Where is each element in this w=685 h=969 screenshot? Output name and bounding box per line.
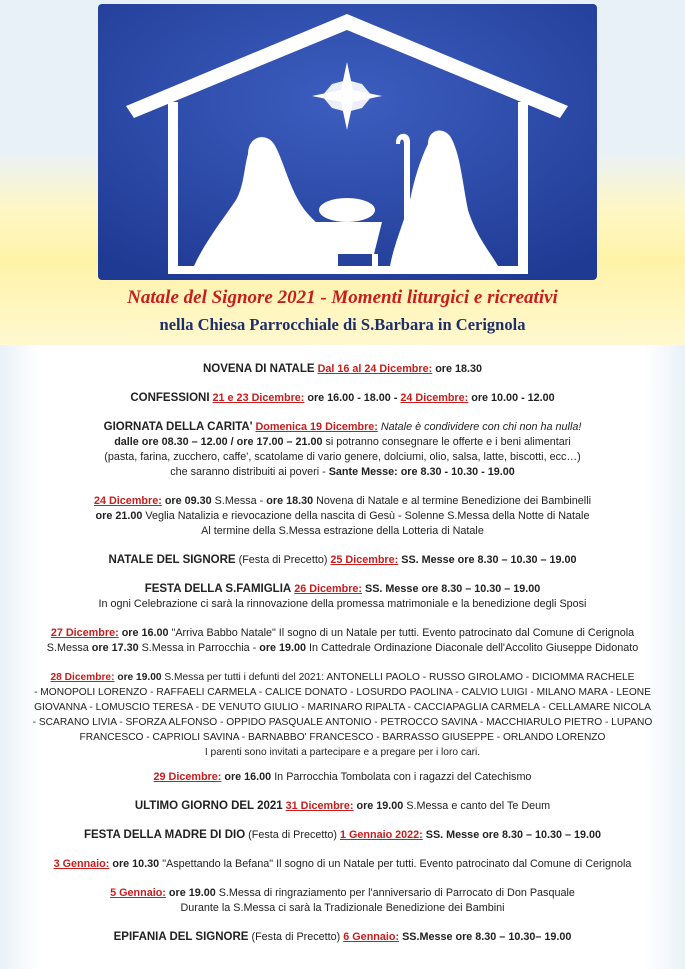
famiglia-date: 26 Dicembre: (294, 583, 363, 595)
famiglia-masses: SS. Messe ore 8.30 – 10.30 – 19.00 (365, 583, 541, 595)
famiglia-note: In ogni Celebrazione ci sarà la rinnovazione della promessa matrimoniale e la benedizione degli Sposi (98, 598, 587, 610)
carita-offerings-text: si potranno consegnare le offerte e i beni alimentari (325, 436, 571, 448)
section-babbo-natale (30, 626, 655, 656)
famiglia-label: FESTA DELLA S.FAMIGLIA (144, 583, 292, 595)
carita-distribution-text: che saranno distribuiti ai poveri - (170, 466, 326, 478)
confessioni-label: CONFESSIONI (130, 392, 210, 404)
defunti-names-3: GIOVANNA - LOMUSCIO TERESA - DE VENUTO GIULIO - MARINARO RIPALTA - CACCIAPAGLIA CARMELA - CELLAMARE NICOLA (34, 702, 651, 713)
confessioni-times-2: ore 10.00 - 12.00 (471, 392, 555, 404)
ringraziamento-time: ore 19.00 (168, 887, 216, 899)
title-block (0, 286, 685, 336)
babbo-date: 27 Dicembre: (50, 627, 119, 639)
ringraziamento-note: Durante la S.Messa ci sarà la Tradizionale Benedizione dei Bambini (180, 902, 505, 914)
babbo-l2-time-2: ore 19.00 (259, 642, 307, 654)
section-ultimo-giorno (30, 799, 655, 814)
epifania-label: EPIFANIA DEL SIGNORE (113, 931, 249, 943)
novena-time: ore 18.30 (435, 363, 483, 375)
tombolata-time: ore 16.00 (224, 771, 272, 783)
defunti-names-1: S.Messa per tutti i defunti del 2021: ANTONELLI PAOLO - RUSSO GIROLAMO - DICIOMMA RACHELE (164, 672, 635, 683)
page-subtitle: nella Chiesa Parrocchiale di S.Barbara in Cerignola (159, 315, 526, 334)
section-vigilia (30, 494, 655, 539)
madre-label: FESTA DELLA MADRE DI DIO (83, 829, 246, 841)
section-confessioni (30, 391, 655, 406)
vigilia-dash: - (259, 495, 264, 507)
befana-text: "Aspettando la Befana" Il sogno di un Natale per tutti. Evento patrocinato dal Comune di Cerignola (162, 858, 632, 870)
madre-note: (Festa di Precetto) (248, 829, 337, 841)
defunti-time: ore 19.00 (117, 672, 162, 683)
section-epifania (30, 930, 655, 945)
page-title: Natale del Signore 2021 - Momenti liturgici e ricreativi (127, 287, 558, 308)
tombolata-date: 29 Dicembre: (153, 771, 222, 783)
vigilia-lotteria-text: Al termine della S.Messa estrazione della Lotteria di Natale (201, 525, 484, 537)
ultimo-text: S.Messa e canto del Te Deum (406, 800, 551, 812)
section-madre-di-dio (30, 828, 655, 843)
confessioni-dates-1: 21 e 23 Dicembre: (212, 392, 305, 404)
section-famiglia (30, 582, 655, 612)
vigilia-time-1: ore 09.30 (164, 495, 212, 507)
section-tombolata (30, 770, 655, 785)
madre-masses: SS. Messe ore 8.30 – 10.30 – 19.00 (425, 829, 602, 841)
confessioni-times-1: ore 16.00 - 18.00 (307, 392, 391, 404)
carita-motto: Natale è condividere con chi non ha nulla! (380, 421, 582, 433)
babbo-l2-time-1: ore 17.30 (91, 642, 139, 654)
madre-date: 1 Gennaio 2022: (339, 829, 423, 841)
babbo-text: "Arriva Babbo Natale" Il sogno di un Natale per tutti. Evento patrocinato dal Comune di Cerignola (171, 627, 635, 639)
vigilia-date: 24 Dicembre: (94, 495, 162, 507)
carita-goods-list: (pasta, farina, zucchero, caffe', scatolame di vario genere, dolciumi, olio, salsa, latte, biscotti, ecc…) (104, 451, 581, 463)
babbo-l2-a: S.Messa (46, 642, 89, 654)
carita-label: GIORNATA DELLA CARITA' (103, 421, 253, 433)
befana-time: ore 10.30 (112, 858, 160, 870)
carita-date: Domenica 19 Dicembre: (255, 421, 378, 433)
section-defunti (30, 670, 655, 760)
confessioni-dates-2: 24 Dicembre: (400, 392, 469, 404)
babbo-l2-c: S.Messa in Parrocchia - (141, 642, 257, 654)
epifania-date: 6 Gennaio: (343, 931, 400, 943)
epifania-masses: SS.Messe ore 8.30 – 10.30– 19.00 (402, 931, 572, 943)
defunti-names-5: FRANCESCO - CAPRIOLI SAVINA - BARNABBO' FRANCESCO - BARRASSO GIUSEPPE - ORLANDO LORENZO (79, 732, 606, 743)
section-novena (30, 362, 655, 377)
section-carita (30, 420, 655, 480)
epifania-note: (Festa di Precetto) (251, 931, 341, 943)
nativity-illustration (98, 4, 597, 280)
natale-date: 25 Dicembre: (330, 554, 399, 566)
vigilia-time-2: ore 18.30 (266, 495, 314, 507)
ultimo-date: 31 Dicembre: (285, 800, 354, 812)
carita-masses: Sante Messe: ore 8.30 - 10.30 - 19.00 (328, 466, 515, 478)
section-natale (30, 553, 655, 568)
befana-date: 3 Gennaio: (53, 858, 110, 870)
defunti-date: 28 Dicembre: (50, 672, 115, 683)
ringraziamento-text: S.Messa di ringraziamento per l'anniversario di Parrocato di Don Pasquale (218, 887, 575, 899)
ultimo-label: ULTIMO GIORNO DEL 2021 (134, 800, 283, 812)
babbo-time: ore 16.00 (121, 627, 169, 639)
section-befana (30, 857, 655, 872)
vigilia-mass: S.Messa (214, 495, 257, 507)
novena-label: NOVENA DI NATALE (202, 363, 315, 375)
confessioni-separator: - (393, 392, 398, 404)
vigilia-novena-text: Novena di Natale e al termine Benedizione dei Bambinelli (316, 495, 591, 507)
ringraziamento-date: 5 Gennaio: (110, 887, 166, 899)
babbo-l2-e: In Cattedrale Ordinazione Diaconale dell'Accolito Giuseppe Didonato (309, 642, 639, 654)
natale-masses: SS. Messe ore 8.30 – 10.30 – 19.00 (401, 554, 577, 566)
defunti-names-2: - MONOPOLI LORENZO - RAFFAELI CARMELA - CALICE DONATO - LOSURDO PAOLINA - CALVIO LUIGI - MILANO MARA - LEONE (34, 687, 651, 698)
defunti-names-4: - SCARANO LIVIA - SFORZA ALFONSO - OPPIDO PASQUALE ANTONIO - PETROCCO SAVINA - MACCHIARULO PIETRO - LUPANO (32, 717, 653, 728)
vigilia-veglia-text: Veglia Natalizia e rievocazione della nascita di Gesù - Solenne S.Messa della Notte di Natale (145, 510, 590, 522)
section-ringraziamento (30, 886, 655, 916)
tombolata-text: In Parrocchia Tombolata con i ragazzi del Catechismo (274, 771, 532, 783)
program-list (30, 362, 655, 959)
novena-dates: Dal 16 al 24 Dicembre: (317, 363, 433, 375)
natale-label: NATALE DEL SIGNORE (108, 554, 236, 566)
carita-times: dalle ore 08.30 – 12.00 / ore 17.00 – 21.00 (114, 436, 323, 448)
defunti-invitation: I parenti sono invitati a partecipare e a pregare per i loro cari. (204, 747, 481, 758)
ultimo-time: ore 19.00 (356, 800, 404, 812)
natale-note: (Festa di Precetto) (238, 554, 328, 566)
vigilia-time-3: ore 21.00 (95, 510, 143, 522)
